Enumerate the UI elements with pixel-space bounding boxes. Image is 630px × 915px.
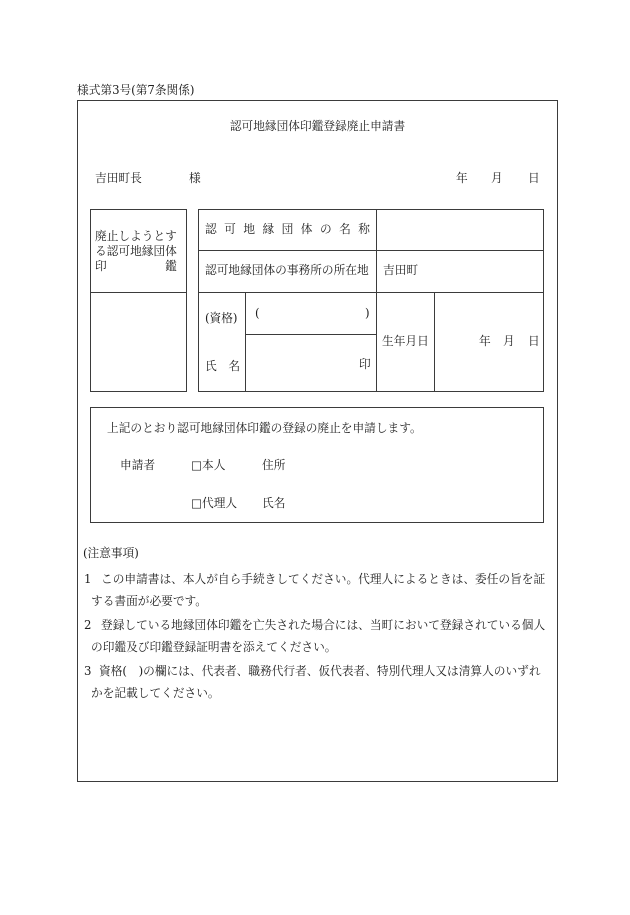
note-line: この申請書は、本人が自ら手続きしてください。代理人によるときは、委任の旨を証 — [101, 572, 546, 586]
form-number: 様式第3号(第7条関係) — [77, 83, 195, 97]
seal-box-label-line: る認可地縁団体 — [95, 244, 177, 258]
seal-box-label — [95, 229, 179, 274]
note-number: 3 — [84, 664, 92, 678]
applicant-name-label: 氏名 — [262, 496, 286, 510]
org-name-value-cell — [377, 210, 543, 250]
form-title: 認可地縁団体印鑑登録廃止申請書 — [229, 119, 406, 133]
seal-box-label-line: 印 鑑 — [95, 259, 177, 273]
date-day-label: 日 — [528, 171, 540, 185]
self-option: □本人 — [191, 458, 226, 472]
birth-day-label: 日 — [528, 334, 540, 348]
birth-year-label: 年 — [479, 334, 491, 348]
table-row-rule — [198, 250, 544, 251]
birthdate-label: 生年月日 — [382, 334, 429, 348]
seal-impression-area — [91, 293, 186, 391]
date-year-label: 年 — [456, 171, 468, 185]
notes-heading: (注意事項) — [83, 546, 139, 560]
org-name-label: 認 可 地 縁 団 体 の 名 称 — [205, 222, 370, 236]
qualification-label: (資格) — [205, 311, 238, 325]
date-month-label: 月 — [491, 171, 503, 185]
office-address-label: 認可地縁団体の事務所の所在地 — [205, 263, 369, 277]
table-row-rule — [245, 334, 377, 335]
table-column-rule — [245, 292, 246, 392]
note-line: 登録している地縁団体印鑑を亡失された場合には、当町において登録されている個人 — [101, 618, 546, 632]
note-line: の印鑑及び印鑑登録証明書を添えてください。 — [91, 640, 337, 654]
note-line: する書面が必要です。 — [91, 594, 207, 608]
note-line: 資格( )の欄には、代表者、職務代行者、仮代表者、特別代理人又は清算人のいずれ — [99, 664, 541, 678]
table-column-rule — [434, 292, 435, 392]
seal-box-label-line: 廃止しようとす — [95, 229, 177, 243]
office-address-value: 吉田町 — [383, 263, 419, 277]
table-row-rule — [198, 292, 544, 293]
declaration-statement: 上記のとおり認可地縁団体印鑑の登録の廃止を申請します。 — [107, 421, 422, 435]
addressee-honorific: 様 — [189, 171, 201, 185]
name-label: 氏 名 — [205, 359, 241, 373]
qualification-close-paren: ) — [365, 306, 370, 320]
addressee-name: 吉田町長 — [95, 171, 142, 185]
note-line: かを記載してください。 — [91, 686, 220, 700]
birth-month-label: 月 — [503, 334, 515, 348]
qualification-open-paren: ( — [255, 306, 260, 320]
applicant-address-label: 住所 — [262, 458, 286, 472]
note-number: 2 — [84, 618, 92, 632]
seal-mark: 印 — [359, 357, 371, 371]
applicant-label: 申請者 — [120, 458, 156, 472]
agent-option: □代理人 — [191, 496, 238, 510]
note-number: 1 — [84, 572, 92, 586]
